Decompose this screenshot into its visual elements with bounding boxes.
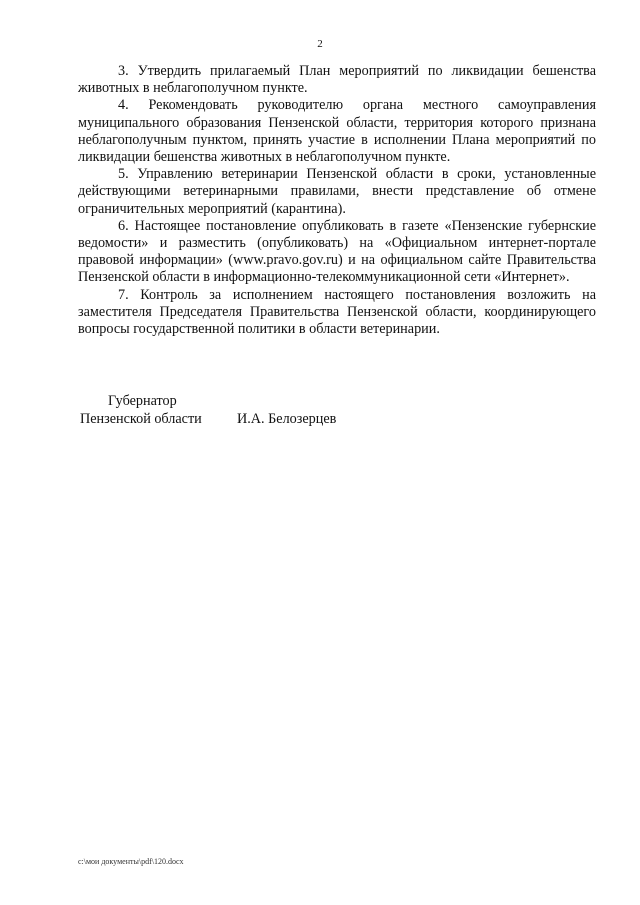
page-number: 2 bbox=[317, 38, 323, 50]
signatory-title-line2: Пензенской области bbox=[80, 411, 202, 427]
signatory-title-line1: Губернатор bbox=[108, 393, 177, 409]
signatory-name: И.А. Белозерцев bbox=[237, 411, 337, 427]
paragraph-item-3: 3. Утвердить прилагаемый План мероприятий по ликвидации бешенства животных в неблагополучном пункте. bbox=[78, 63, 596, 97]
paragraph-item-4: 4. Рекомендовать руководителю органа местного самоуправления муниципального образования Пензенской области, территория которого признана неблагополучным пунктом, принять участие в исполнении Плана мероприятий по ликвидации бешенства животных в неблагополучном пункте. bbox=[78, 97, 596, 166]
paragraph-item-5: 5. Управлению ветеринарии Пензенской области в сроки, установленные действующими ветеринарными правилами, внести представление об отмене ограничительных мероприятий (карантина). bbox=[78, 166, 596, 217]
paragraph-item-7: 7. Контроль за исполнением настоящего постановления возложить на заместителя Председателя Правительства Пензенской области, координирующего вопросы государственной политики в области ветеринарии. bbox=[78, 286, 596, 338]
paragraph-item-6: 6. Настоящее постановление опубликовать в газете «Пензенские губернские ведомости» и разместить (опубликовать) на «Официальном интернет-портале правовой информации» (www.pravo.gov.ru) и на официальном сайте Правительства Пензенской области в информационно-телекоммуникационной сети «Интернет». bbox=[78, 217, 596, 286]
document-body bbox=[78, 63, 596, 338]
file-path-footer: c:\мои документы\pdf\120.docx bbox=[78, 857, 184, 866]
